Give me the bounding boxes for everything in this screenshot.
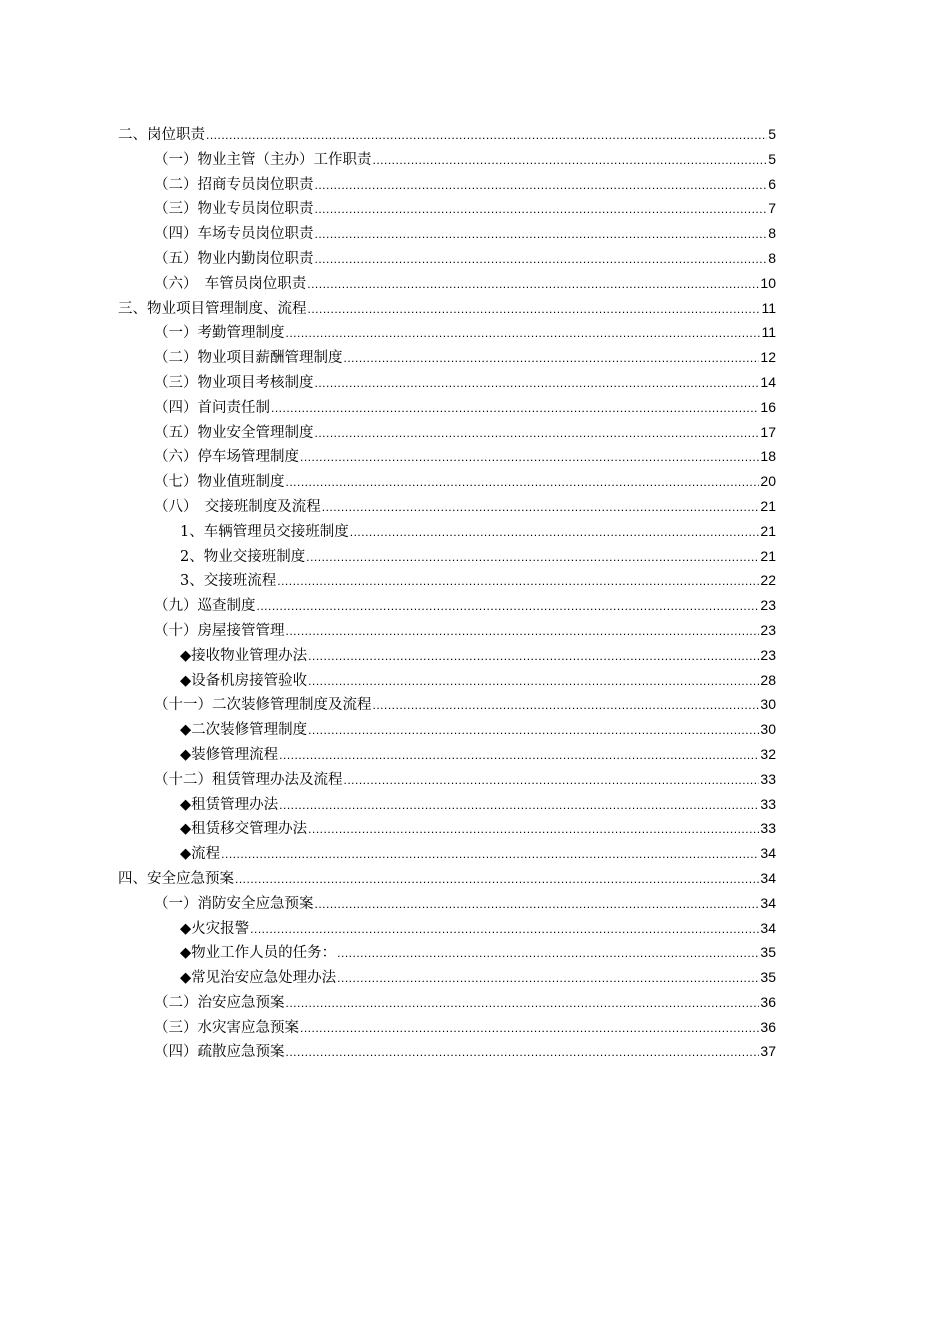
toc-entry[interactable] [118, 792, 776, 817]
toc-entry[interactable] [118, 246, 776, 271]
toc-entry-title: （四）首问责任制 [154, 399, 270, 416]
toc-entry[interactable] [118, 221, 776, 246]
toc-entry-page-number: 30 [760, 696, 776, 713]
toc-dot-leader [337, 966, 759, 991]
toc-entry-page-number: 21 [760, 522, 776, 539]
toc-entry-title: （十）房屋接管管理 [154, 622, 285, 639]
toc-entry-title: （五）物业安全管理制度 [154, 424, 314, 441]
toc-dot-leader [315, 222, 768, 247]
toc-entry-page-number: 6 [768, 175, 776, 192]
toc-entry-title: （四）车场专员岗位职责 [154, 226, 314, 243]
toc-entry[interactable] [118, 271, 776, 296]
toc-entry-page-number: 23 [760, 646, 776, 663]
toc-dot-leader [315, 421, 760, 446]
toc-entry-page-number: 22 [760, 572, 776, 589]
toc-entry-title: ◆设备机房接管验收 [180, 672, 308, 689]
toc-entry[interactable] [118, 519, 776, 544]
toc-entry-title: （二）物业项目薪酬管理制度 [154, 350, 343, 367]
toc-dot-leader [279, 743, 759, 768]
toc-entry-page-number: 5 [768, 126, 776, 142]
toc-entry-title: （一）物业主管（主办）工作职责 [154, 151, 372, 168]
toc-entry[interactable] [118, 494, 776, 519]
toc-entry-title: （一）考勤管理制度 [154, 325, 285, 342]
toc-entry-title: （三）水灾害应急预案 [154, 1019, 299, 1036]
toc-entry-page-number: 35 [760, 944, 776, 961]
toc-dot-leader [250, 917, 759, 942]
toc-entry-title: 三、物业项目管理制度、流程 [118, 300, 307, 317]
toc-dot-leader [286, 321, 761, 346]
toc-entry-title: （六）停车场管理制度 [154, 449, 299, 466]
toc-dot-leader [308, 297, 761, 322]
toc-dot-leader [277, 569, 759, 594]
toc-dot-leader [235, 867, 759, 892]
toc-entry[interactable] [118, 296, 776, 321]
toc-entry-title: （一）消防安全应急预案 [154, 895, 314, 912]
toc-dot-leader [344, 768, 760, 793]
toc-entry-page-number: 34 [760, 845, 776, 862]
toc-dot-leader [308, 718, 759, 743]
toc-dot-leader [286, 1040, 760, 1065]
toc-entry-page-number: 10 [760, 274, 776, 291]
toc-entry[interactable] [118, 469, 776, 494]
toc-dot-leader [286, 619, 760, 644]
toc-entry-page-number: 23 [760, 597, 776, 614]
toc-entry-title: ◆常见治安应急处理办法 [180, 970, 337, 987]
toc-dot-leader [286, 991, 760, 1016]
toc-entry[interactable] [118, 841, 776, 866]
toc-entry-page-number: 8 [768, 225, 776, 242]
toc-entry[interactable] [118, 196, 776, 221]
toc-entry-title: ◆二次装修管理制度 [180, 722, 308, 739]
toc-entry-page-number: 11 [761, 299, 776, 316]
toc-entry-title: 二、岗位职责 [118, 127, 205, 143]
toc-dot-leader [307, 272, 759, 297]
toc-entry[interactable] [118, 965, 776, 990]
toc-dot-leader [322, 495, 760, 520]
toc-entry[interactable] [118, 593, 776, 618]
toc-entry[interactable] [118, 940, 776, 965]
toc-entry[interactable] [118, 1015, 776, 1040]
toc-entry-title: （二）治安应急预案 [154, 994, 285, 1011]
toc-entry-title: 2、物业交接班制度 [180, 548, 306, 565]
toc-dot-leader [350, 520, 760, 545]
toc-entry[interactable] [118, 420, 776, 445]
toc-entry-title: 1、车辆管理员交接班制度 [180, 523, 349, 540]
toc-dot-leader [308, 669, 759, 694]
toc-entry[interactable] [118, 668, 776, 693]
toc-entry-title: （九）巡查制度 [154, 598, 256, 615]
toc-entry-page-number: 33 [760, 795, 776, 812]
toc-dot-leader [279, 793, 759, 818]
toc-entry-page-number: 12 [760, 349, 776, 366]
toc-entry-title: （三）物业项目考核制度 [154, 374, 314, 391]
toc-entry-page-number: 14 [760, 373, 776, 390]
toc-entry-page-number: 36 [760, 1018, 776, 1035]
toc-entry[interactable] [118, 395, 776, 420]
toc-entry-title: ◆接收物业管理办法 [180, 647, 308, 664]
toc-entry[interactable] [118, 444, 776, 469]
toc-entry[interactable] [118, 544, 776, 569]
toc-entry-page-number: 36 [760, 993, 776, 1010]
toc-entry[interactable] [118, 147, 776, 172]
toc-entry-title: （二）招商专员岗位职责 [154, 176, 314, 193]
toc-entry-page-number: 34 [760, 894, 776, 911]
toc-entry-title: ◆火灾报警 [180, 920, 250, 937]
toc-entry[interactable] [118, 990, 776, 1015]
toc-entry-page-number: 21 [760, 547, 776, 564]
toc-entry-title: （十一）二次装修管理制度及流程 [154, 697, 372, 714]
toc-dot-leader [315, 247, 768, 272]
toc-dot-leader [315, 197, 768, 222]
toc-entry[interactable] [118, 345, 776, 370]
toc-dot-leader [286, 470, 760, 495]
toc-entry-title: （五）物业内勤岗位职责 [154, 250, 314, 267]
toc-entry[interactable] [118, 866, 776, 891]
table-of-contents [118, 122, 776, 1064]
toc-dot-leader [315, 892, 760, 917]
toc-entry-title: 3、交接班流程 [180, 573, 277, 590]
toc-dot-leader [300, 445, 759, 470]
toc-entry-title: （六） 车管员岗位职责 [154, 275, 307, 292]
toc-dot-leader [221, 842, 759, 867]
toc-entry-page-number: 17 [760, 423, 776, 440]
toc-dot-leader [337, 941, 759, 966]
toc-entry-title: （十二）租赁管理办法及流程 [154, 771, 343, 788]
toc-entry[interactable] [118, 643, 776, 668]
toc-entry-title: （四）疏散应急预案 [154, 1044, 285, 1061]
toc-entry-page-number: 11 [761, 324, 776, 341]
toc-entry-title: ◆租赁管理办法 [180, 796, 279, 813]
toc-entry-title: （三）物业专员岗位职责 [154, 201, 314, 218]
toc-dot-leader [306, 545, 759, 570]
toc-entry[interactable] [118, 320, 776, 345]
toc-dot-leader [271, 396, 759, 421]
toc-dot-leader [373, 693, 760, 718]
toc-entry-page-number: 16 [760, 398, 776, 415]
toc-entry-title: （七）物业值班制度 [154, 474, 285, 491]
toc-dot-leader [344, 346, 760, 371]
toc-entry-page-number: 34 [760, 919, 776, 936]
toc-entry-page-number: 20 [760, 473, 776, 490]
toc-entry-page-number: 30 [760, 721, 776, 738]
toc-dot-leader [315, 371, 760, 396]
toc-dot-leader [315, 173, 768, 198]
toc-entry[interactable] [118, 692, 776, 717]
toc-entry-title: 四、安全应急预案 [118, 870, 234, 887]
toc-entry[interactable] [118, 568, 776, 593]
toc-entry-page-number: 18 [760, 448, 776, 465]
toc-entry-title: ◆物业工作人员的任务： [180, 945, 337, 962]
toc-entry[interactable] [118, 891, 776, 916]
toc-dot-leader [206, 123, 767, 148]
toc-entry[interactable] [118, 1039, 776, 1064]
toc-entry[interactable] [118, 717, 776, 742]
toc-entry[interactable] [118, 618, 776, 643]
toc-entry-page-number: 5 [768, 150, 776, 167]
toc-entry-page-number: 33 [760, 820, 776, 837]
toc-entry-title: ◆装修管理流程 [180, 746, 279, 763]
toc-dot-leader [257, 594, 760, 619]
toc-entry-page-number: 23 [760, 621, 776, 638]
toc-entry[interactable] [118, 767, 776, 792]
toc-entry-page-number: 21 [760, 497, 776, 514]
toc-entry[interactable] [118, 916, 776, 941]
toc-entry[interactable] [118, 172, 776, 197]
toc-entry-title: （八） 交接班制度及流程 [154, 498, 321, 515]
toc-entry-page-number: 32 [760, 745, 776, 762]
toc-entry-page-number: 34 [760, 869, 776, 886]
toc-dot-leader [308, 644, 759, 669]
toc-entry-page-number: 33 [760, 770, 776, 787]
toc-entry[interactable] [118, 816, 776, 841]
toc-entry-page-number: 35 [760, 969, 776, 986]
toc-entry-page-number: 28 [760, 671, 776, 688]
toc-dot-leader [308, 817, 759, 842]
toc-dot-leader [373, 148, 768, 173]
toc-entry-page-number: 37 [760, 1043, 776, 1060]
toc-entry[interactable] [118, 122, 776, 147]
toc-entry[interactable] [118, 742, 776, 767]
toc-entry-title: ◆流程 [180, 846, 221, 863]
toc-entry[interactable] [118, 370, 776, 395]
toc-entry-page-number: 7 [768, 200, 776, 217]
toc-entry-page-number: 8 [768, 249, 776, 266]
toc-entry-title: ◆租赁移交管理办法 [180, 821, 308, 838]
toc-dot-leader [300, 1016, 759, 1041]
